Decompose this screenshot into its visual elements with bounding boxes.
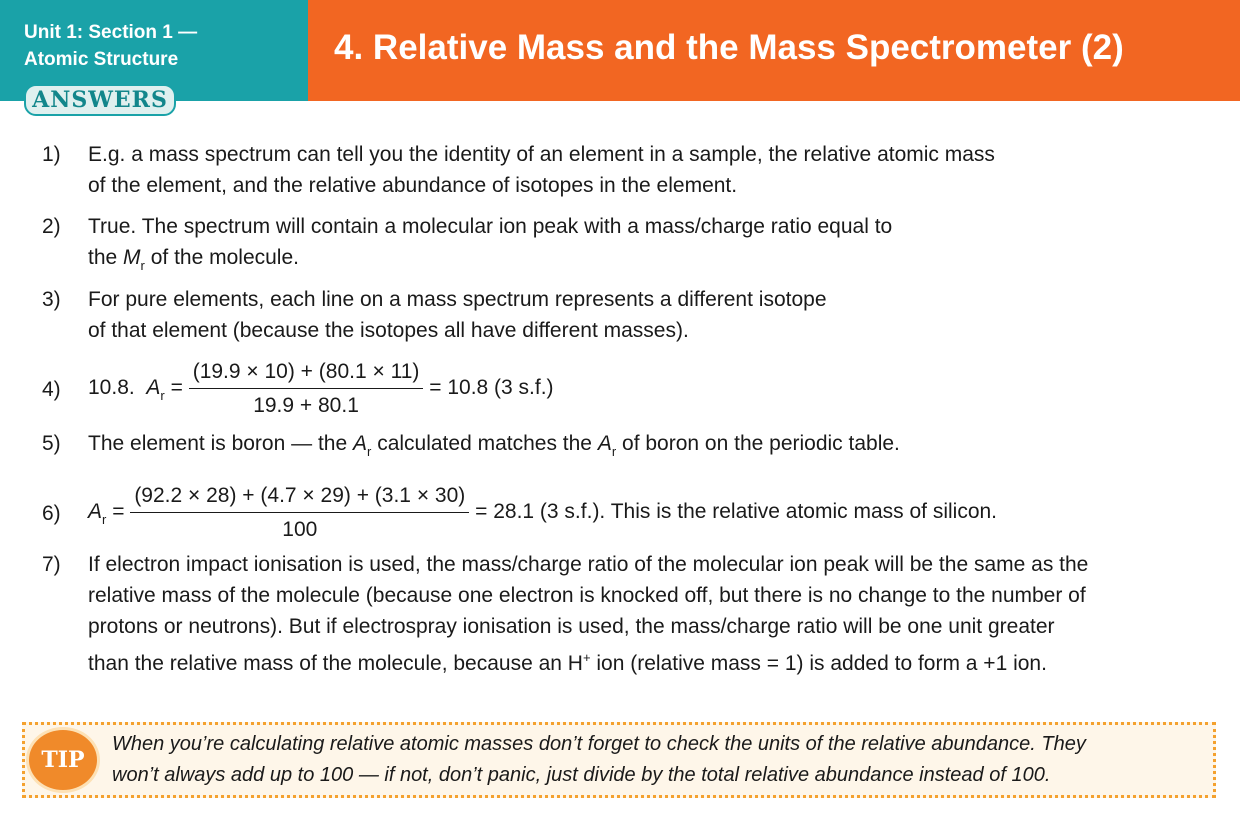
denominator: 100 [282,518,318,541]
answer-text: relative mass of the molecule (because one electron is knocked off, but there is no change to the number of [88,584,1086,607]
answer-text: the $M_r$ of the molecule. [88,246,299,273]
numerator: (19.9 × 10) + (80.1 × 11) [189,356,424,389]
tip-text: won’t always add up to 100 — if not, don’t panic, just divide by the total relative abundance instead of 100. [112,764,1051,786]
answer-number: 7) [42,553,61,576]
answer-number: 5) [42,432,61,455]
fraction [130,480,469,545]
tip-text: When you’re calculating relative atomic masses don’t forget to check the units of the relative abundance. They [112,733,1086,755]
answer-text: protons or neutrons). But if electrospray ionisation is used, the mass/charge ratio will be one unit greater [88,615,1055,638]
section-label: Atomic Structure [24,49,179,70]
answer-equation: $A_r$ = $\frac{(92.2 \times 28) + (4.7 \times 29) + (3.1 \times 30)}{100}$ = 28.1 (3 s.f.). This is the relative atomic mass of silicon. [88,480,997,545]
answer-text: E.g. a mass spectrum can tell you the identity of an element in a sample, the relative atomic mass [88,143,995,166]
answer-text: If electron impact ionisation is used, the mass/charge ratio of the molecular ion peak will be the same as the [88,553,1089,576]
answer-number: 4) [42,378,61,401]
answer-number: 3) [42,288,61,311]
answer-text: of that element (because the isotopes all have different masses). [88,319,689,342]
numerator: (92.2 × 28) + (4.7 × 29) + (3.1 × 30) [130,480,469,513]
answer-text: of the element, and the relative abundance of isotopes in the element. [88,174,738,197]
answer-text: than the relative mass of the molecule, because an H+ ion (relative mass = 1) is added to form a +1 ion. [88,650,1047,675]
page-title: 4. Relative Mass and the Mass Spectrometer (2) [334,28,1124,67]
denominator: 19.9 + 80.1 [253,394,359,417]
fraction [189,356,424,421]
answer-equation: 10.8. $A_r$ = $\frac{(19.9 \times 10) + (80.1 \times 11)}{19.9 + 80.1}$ = 10.8 (3 s.f.) [88,356,554,421]
answer-text: For pure elements, each line on a mass spectrum represents a different isotope [88,288,827,311]
answer-number: 6) [42,502,61,525]
unit-label: Unit 1: Section 1 — [24,22,198,43]
answer-number: 2) [42,215,61,238]
answer-number: 1) [42,143,61,166]
tip-badge: TIP [26,727,100,793]
answers-badge: ANSWERS [24,84,176,116]
answer-text: The element is boron — the $A_r$ calculated matches the $A_r$ of boron on the periodic table. [88,432,900,459]
answer-text: True. The spectrum will contain a molecular ion peak with a mass/charge ratio equal to [88,215,893,238]
